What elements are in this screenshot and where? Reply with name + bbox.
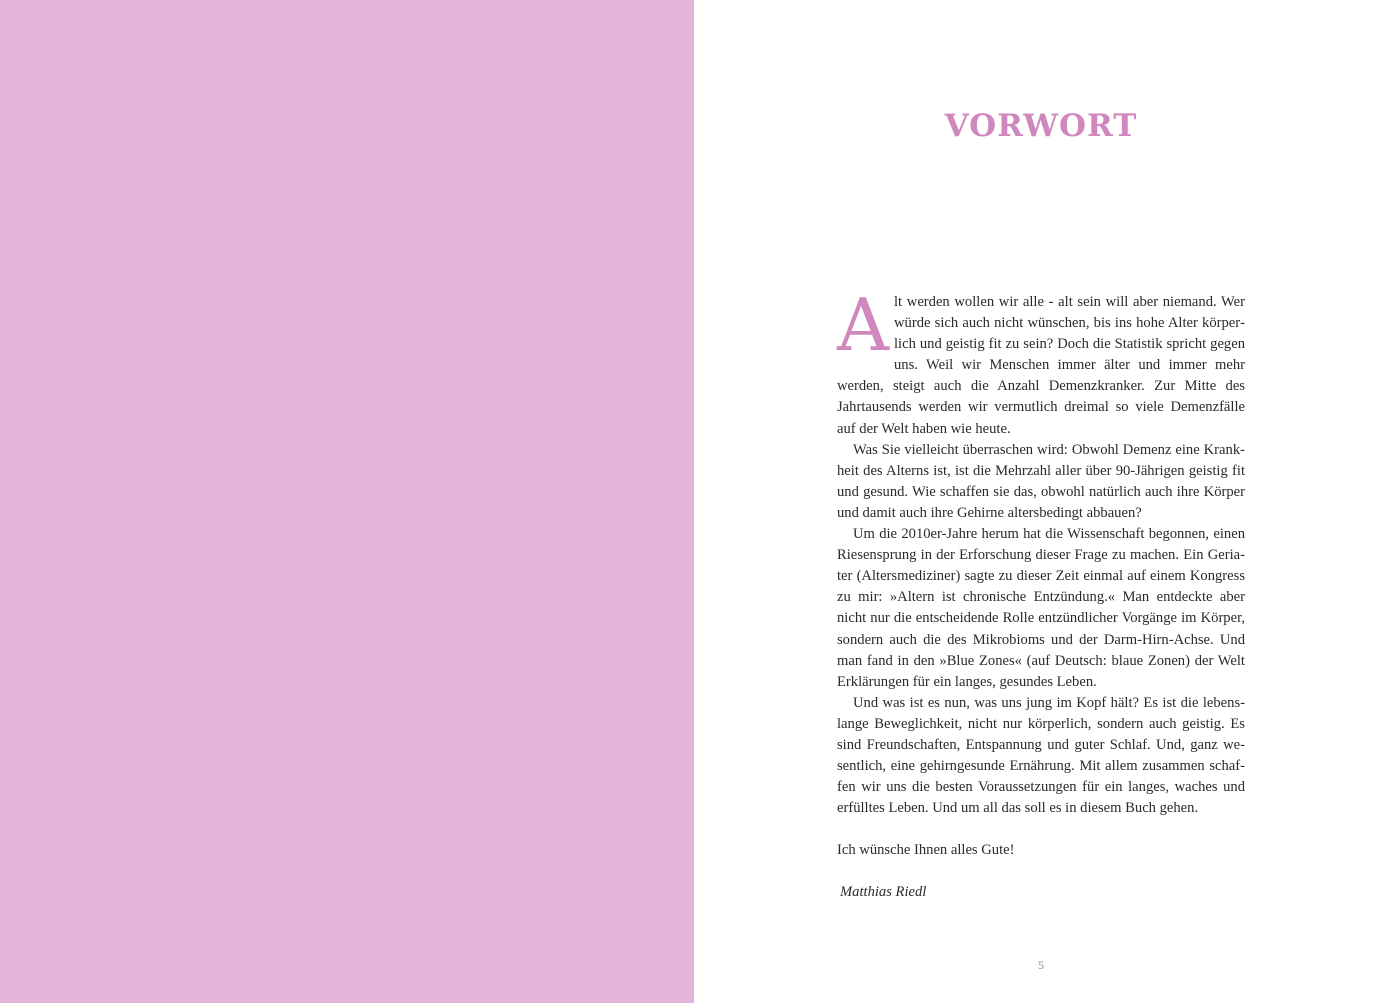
foreword-body [837, 283, 1245, 904]
closing-line: Ich wünsche Ihnen alles Gute! [837, 842, 1015, 859]
paragraph-1-text: lt werden wollen wir alle - alt sein will aber niemand. Wer würde sich auch nicht wünschen, bis ins hohe Alter körperlich und geistig fit zu sein? Doch die Statistik spricht gegen uns. Weil wir Menschen immer älter und immer mehr werden, steigt auch die Anzahl Demenzkranker. Zur Mitte des Jahrtausends werden wir vermutlich dreimal so viele Demenzfälle auf der Welt haben wie heute. [837, 294, 1245, 437]
page-title: VORWORT [944, 108, 1138, 144]
paragraph-2: Was Sie vielleicht überraschen wird: Obwohl Demenz eine Krankheit des Alterns ist, ist die Mehrzahl aller über 90-Jährigen geistig fit und gesund. Wie schaffen sie das, obwohl natürlich auch ihre Körper und damit auch ihre Gehirne altersbedingt abbauen? [837, 441, 1245, 521]
author-signature: Matthias Riedl [840, 884, 927, 901]
paragraph-1 [837, 283, 1245, 440]
drop-cap: A [837, 283, 889, 367]
paragraph-4: Und was ist es nun, was uns jung im Kopf hält? Es ist die lebenslange Beweglichkeit, nicht nur körperlich, sondern auch geistig. Es sind Freundschaften, Entspannung und guter Schlaf. Und, ganz wesentlich, eine gehirngesunde Ernährung. Mit allem zusammen schaffen wir uns die besten Voraussetzungen für ein langes, waches und erfülltes Leben. Und um all das soll es in diesem Buch gehen. [837, 694, 1245, 817]
page-number: 5 [1038, 958, 1044, 972]
paragraph-3: Um die 2010er-Jahre herum hat die Wissenschaft begonnen, einen Riesensprung in der Erforschung dieser Frage zu machen. Ein Geriater (Altersmediziner) sagte zu dieser Zeit einmal auf einem Kongress zu mir: »Altern ist chronische Entzündung.« Man entdeckte aber nicht nur die entscheidende Rolle entzündlicher Vorgänge im Körper, sondern auch die des Mikrobioms und der Darm-Hirn-Achse. Und man fand in den »Blue Zones« (auf Deutsch: blaue Zonen) der Welt Erklärungen für ein langes, gesundes Leben. [837, 526, 1245, 690]
